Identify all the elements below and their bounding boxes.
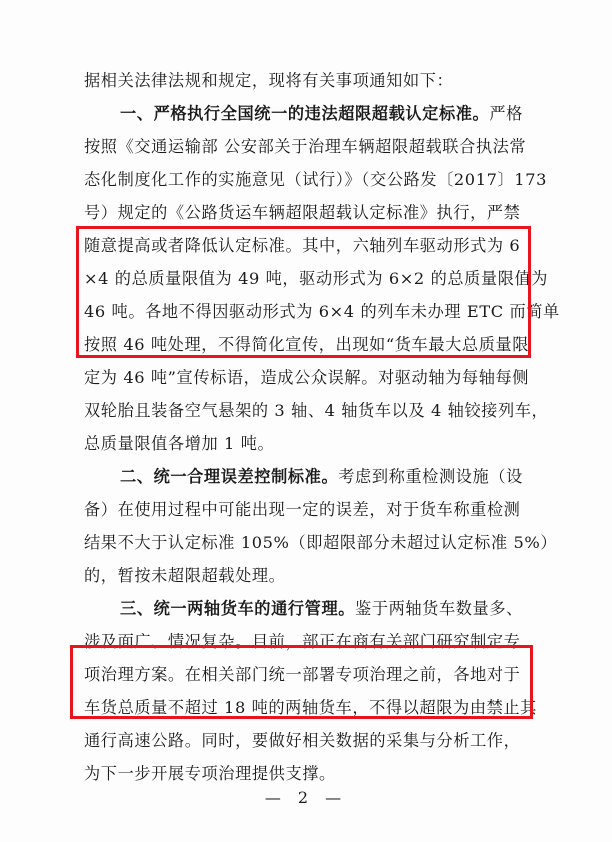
text-line: 总质量限值各增加 1 吨。 [84,434,275,453]
text-line: 随意提高或者降低认定标准。其中，六轴列车驱动形式为 6 [84,236,521,255]
highlight-box-two-axle-trucks [70,645,533,719]
section-3-heading: 三、统一两轴货车的通行管理。 [120,599,356,618]
text-line: 的，暂按未超限超载处理。 [84,566,286,585]
text-line: 双轮胎且装备空气悬架的 3 轴、4 轴货车以及 4 轴铰接列车， [84,401,549,420]
page-number: — 2 — [264,788,348,807]
text-line: 车货总质量不超过 18 吨的两轴货车，不得以超限为由禁止其 [84,698,537,717]
text-line: 通行高速公路。同时，要做好相关数据的采集与分析工作， [84,731,521,750]
text-line: 涉及面广、情况复杂。目前，部正在商有关部门研究制定专 [84,632,521,651]
text-line: 备）在使用过程中可能出现一定的误差，对于货车称重检测 [84,500,521,519]
text-line: 46 吨。各地不得因驱动形式为 6×4 的列车未办理 ETC 而简单 [84,302,560,321]
text-line: 号）规定的《公路货运车辆超限超载认定标准》执行，严禁 [84,203,521,222]
section-2-lead: 考虑到称重检测设施（设 [338,467,523,486]
text-line: 按照 46 吨处理，不得简化宣传，出现如“货车最大总质量限 [84,335,530,354]
section-3-lead: 鉴于两轴货车数量多、 [355,599,523,618]
section-1-lead: 严格 [489,104,523,123]
text-line: 态化制度化工作的实施意见（试行）》（交公路发〔2017〕173 [84,170,547,189]
text-line: 项治理方案。在相关部门统一部署专项治理之前，各地对于 [84,665,521,684]
text-line: 为下一步开展专项治理提供支撑。 [84,764,336,783]
text-line: 据相关法律法规和规定，现将有关事项通知如下： [84,71,454,90]
section-3-line [120,599,523,619]
highlight-box-weight-limits [76,226,531,358]
section-2-heading: 二、统一合理误差控制标准。 [120,467,339,486]
text-line: 结果不大于认定标准 105%（即超限部分未超过认定标准 5%） [84,533,558,552]
text-line: ×4 的总质量限值为 49 吨，驱动形式为 6×2 的总质量限值为 [84,269,549,288]
text-line: 定为 46 吨”宣传标语，造成公众误解。对驱动轴为每轴每侧 [84,368,530,387]
text-line: 按照《交通运输部 公安部关于治理车辆超限超载联合执法常 [84,137,527,156]
section-2-line [120,467,523,487]
section-1-heading: 一、严格执行全国统一的违法超限超载认定标准。 [120,104,490,123]
section-1-line [120,104,523,124]
